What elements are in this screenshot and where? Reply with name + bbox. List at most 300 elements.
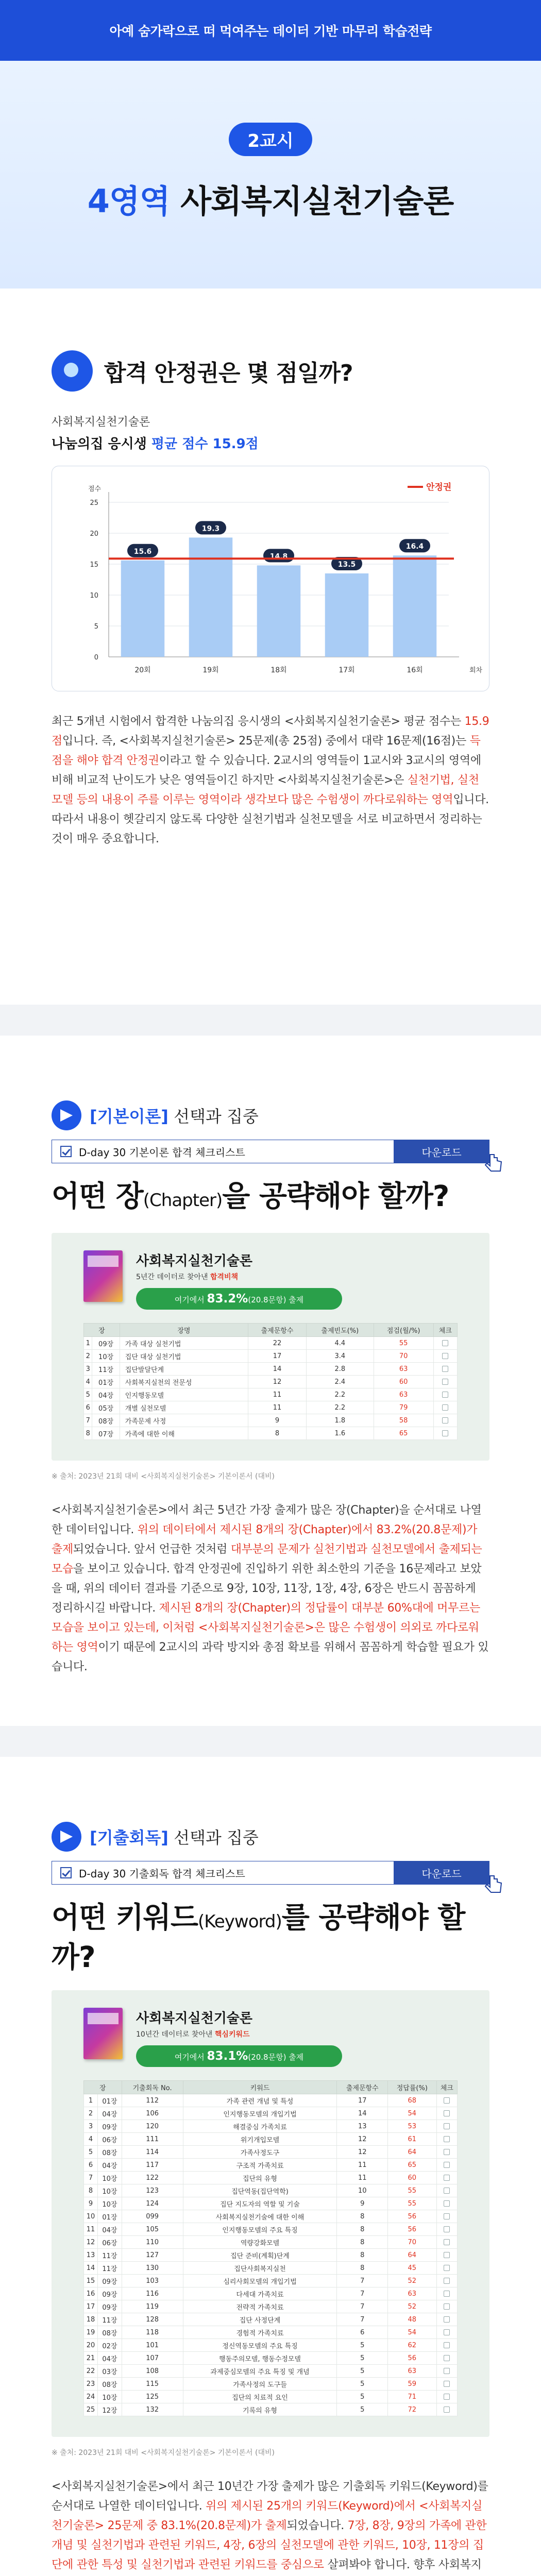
paragraph-segment: 최근 5개년 시험에서 합격한 나눔의집 응시생의 <사회복지실천기술론> 평균 점수는 bbox=[52, 715, 465, 728]
table-cell: 20 bbox=[84, 2339, 98, 2352]
table-cell: 3 bbox=[84, 1363, 92, 1376]
check-cell[interactable] bbox=[436, 2391, 457, 2403]
checkbox-icon[interactable] bbox=[442, 1392, 448, 1398]
table-row bbox=[84, 2094, 458, 2107]
table-cell: 12 bbox=[337, 2133, 388, 2146]
table-cell: 68 bbox=[388, 2094, 437, 2107]
keyword-table bbox=[83, 2080, 458, 2416]
check-cell[interactable] bbox=[436, 2326, 457, 2339]
table-cell: 12 bbox=[84, 2236, 98, 2249]
table-cell: 108 bbox=[122, 2365, 183, 2378]
table-cell: 8 bbox=[337, 2223, 388, 2236]
checkbox-icon[interactable] bbox=[444, 2175, 450, 2181]
paragraph-segment: 득점을 해야 합격 안정권 bbox=[52, 735, 481, 767]
y-axis-label: 점수 bbox=[88, 485, 102, 493]
checkbox-icon[interactable] bbox=[444, 2265, 450, 2271]
table-cell: 56 bbox=[388, 2223, 437, 2236]
paragraph-segment: 입니다. 따라서 내용이 헷갈리지 않도록 다양한 실천기법과 실천모델을 서로 비교하면서 정리하는 것이 매우 중요합니다. bbox=[52, 793, 489, 845]
table-cell: 9 bbox=[337, 2197, 388, 2210]
table-cell: 6 bbox=[84, 1401, 92, 1414]
table-cell: 6 bbox=[84, 2159, 98, 2172]
table-header-row bbox=[84, 1324, 458, 1337]
x-tick-label: 18회 bbox=[270, 666, 287, 674]
data-label: 13.5 bbox=[337, 561, 356, 569]
checkbox-icon bbox=[60, 1867, 72, 1878]
title-part-a: 어떤 장 bbox=[52, 1180, 143, 1213]
data-label: 16.4 bbox=[405, 543, 424, 551]
bar bbox=[257, 565, 300, 657]
title-small: (Keyword) bbox=[197, 1911, 282, 1932]
table-cell: 7 bbox=[337, 2300, 388, 2313]
table-row bbox=[84, 2313, 458, 2326]
table-cell: 2.2 bbox=[306, 1388, 374, 1401]
book-cover-icon bbox=[83, 1250, 123, 1302]
column-header: 장 bbox=[84, 1324, 120, 1337]
check-cell[interactable] bbox=[436, 2365, 457, 2378]
x-axis-label: 회차 bbox=[469, 667, 483, 674]
checkbox-icon[interactable] bbox=[444, 2239, 450, 2245]
table-cell: 4 bbox=[84, 2133, 98, 2146]
check-cell[interactable] bbox=[436, 2378, 457, 2391]
column-header: 출제문항수 bbox=[337, 2081, 388, 2094]
check-cell[interactable] bbox=[436, 2287, 457, 2300]
table-row bbox=[84, 2378, 458, 2391]
download-button[interactable]: 다운로드 bbox=[394, 1861, 489, 1885]
table-row bbox=[84, 1337, 458, 1350]
keyword-table-panel bbox=[52, 1990, 489, 2437]
checkbox-icon[interactable] bbox=[444, 2316, 450, 2323]
x-tick-label: 20회 bbox=[134, 666, 151, 674]
checkbox-icon[interactable] bbox=[442, 1353, 448, 1359]
table-cell: 13 bbox=[84, 2249, 98, 2262]
table-cell: 125 bbox=[122, 2391, 183, 2403]
score-chart bbox=[52, 466, 489, 691]
table-cell: 5 bbox=[84, 1388, 92, 1401]
check-cell[interactable] bbox=[436, 2313, 457, 2326]
check-cell[interactable] bbox=[436, 2249, 457, 2262]
table-cell: 집단사회복지실천 bbox=[183, 2262, 337, 2275]
check-cell[interactable] bbox=[436, 2403, 457, 2416]
check-cell[interactable] bbox=[433, 1363, 457, 1376]
table-cell: 심리사회모델의 개입기법 bbox=[183, 2275, 337, 2287]
table-cell: 14 bbox=[248, 1363, 307, 1376]
paragraph-segment: 이기 때문에 2교시의 과락 방지와 총점 확보를 위해서 꼼꼼하게 학습할 필요가 있습니다. bbox=[52, 1641, 489, 1673]
y-tick-label: 15 bbox=[90, 561, 98, 569]
table-cell: 52 bbox=[388, 2275, 437, 2287]
table-cell: 12 bbox=[337, 2146, 388, 2159]
table-cell: 17 bbox=[248, 1350, 307, 1363]
download-text: D-day 30 기출회독 합격 체크리스트 bbox=[79, 1867, 245, 1880]
title-small: (Chapter) bbox=[143, 1190, 223, 1211]
paragraph-segment: 되었습니다. 앞서 언급한 것처럼 bbox=[73, 1543, 231, 1556]
checkbox-icon[interactable] bbox=[442, 1366, 448, 1372]
column-header: 키워드 bbox=[183, 2081, 337, 2094]
download-button[interactable]: 다운로드 bbox=[394, 1140, 489, 1163]
table-cell: 10장 bbox=[98, 2197, 122, 2210]
table-cell: 기록의 유형 bbox=[183, 2403, 337, 2416]
table-cell: 8 bbox=[248, 1427, 307, 1440]
table-cell: 개별 실천모델 bbox=[120, 1401, 248, 1414]
table-cell: 63 bbox=[374, 1363, 433, 1376]
table-cell: 가족 대상 실천기법 bbox=[120, 1337, 248, 1350]
table-cell: 120 bbox=[122, 2120, 183, 2133]
table-cell: 25 bbox=[84, 2403, 98, 2416]
download-bar bbox=[52, 1861, 489, 1885]
table-cell: 경험적 가족치료 bbox=[183, 2326, 337, 2339]
table-cell: 집단 준비(계획)단계 bbox=[183, 2249, 337, 2262]
table-cell: 79 bbox=[374, 1401, 433, 1414]
table-cell: 10장 bbox=[98, 2391, 122, 2403]
table-cell: 122 bbox=[122, 2172, 183, 2184]
paragraph-segment: 이라고 할 수 있습니다. 2교시의 영역들이 1교시와 3교시의 영역에 비해 비교적 난이도가 낮은 영역들이긴 하지만 <사회복지실천기술론>은 bbox=[52, 754, 481, 787]
play-icon bbox=[52, 1822, 81, 1852]
table-cell: 21 bbox=[84, 2352, 98, 2365]
check-cell[interactable] bbox=[436, 2133, 457, 2146]
table-cell: 17 bbox=[84, 2300, 98, 2313]
table-row bbox=[84, 2133, 458, 2146]
checkbox-icon[interactable] bbox=[442, 1417, 448, 1423]
section-separator bbox=[0, 1005, 541, 1036]
section2-title bbox=[52, 1179, 489, 1218]
checkbox-icon[interactable] bbox=[444, 2213, 450, 2219]
column-header: 기출회독 No. bbox=[122, 2081, 183, 2094]
check-cell[interactable] bbox=[436, 2120, 457, 2133]
checkbox-icon[interactable] bbox=[444, 2162, 450, 2168]
table-cell: 65 bbox=[388, 2159, 437, 2172]
table-cell: 09장 bbox=[98, 2120, 122, 2133]
table-cell: 23 bbox=[84, 2378, 98, 2391]
table-cell: 07장 bbox=[92, 1427, 120, 1440]
table-cell: 04장 bbox=[92, 1388, 120, 1401]
bar bbox=[325, 573, 368, 657]
table-cell: 64 bbox=[388, 2249, 437, 2262]
table-cell: 111 bbox=[122, 2133, 183, 2146]
check-cell[interactable] bbox=[433, 1401, 457, 1414]
title-part-a: 어떤 키워드 bbox=[52, 1901, 198, 1935]
table-row bbox=[84, 1363, 458, 1376]
table-row bbox=[84, 1388, 458, 1401]
subject-label: 사회복지실천기술론 bbox=[52, 416, 150, 429]
table-cell: 가족사정의 도구들 bbox=[183, 2378, 337, 2391]
tag-row bbox=[52, 1036, 489, 1130]
table-row bbox=[84, 2210, 458, 2223]
checkbox-icon[interactable] bbox=[442, 1430, 448, 1436]
table-cell: 정신역동모델의 주요 특징 bbox=[183, 2339, 337, 2352]
table-cell: 11 bbox=[337, 2172, 388, 2184]
table-cell: 가족 관련 개념 및 특성 bbox=[183, 2094, 337, 2107]
panel-subtitle-a: 10년간 데이터로 찾아낸 bbox=[136, 2030, 215, 2039]
checkbox-icon[interactable] bbox=[444, 2303, 450, 2310]
check-cell[interactable] bbox=[436, 2339, 457, 2352]
checkbox-icon[interactable] bbox=[444, 2110, 450, 2116]
hero-title bbox=[88, 176, 454, 222]
table-row bbox=[84, 2223, 458, 2236]
panel-titles bbox=[136, 1250, 458, 1310]
check-cell[interactable] bbox=[436, 2236, 457, 2249]
table-cell: 해결중심 가족치료 bbox=[183, 2120, 337, 2133]
table-cell: 70 bbox=[374, 1350, 433, 1363]
check-cell[interactable] bbox=[433, 1376, 457, 1388]
table-row bbox=[84, 2287, 458, 2300]
check-cell[interactable] bbox=[433, 1427, 457, 1440]
pill-c: (20.8문항) 출제 bbox=[248, 1295, 304, 1304]
table-cell: 09장 bbox=[92, 1337, 120, 1350]
title-part-b: 을 공략해야 할까? bbox=[222, 1180, 449, 1213]
table-cell: 6 bbox=[337, 2326, 388, 2339]
tag-row bbox=[52, 1757, 489, 1852]
top-banner bbox=[0, 0, 541, 61]
table-cell: 52 bbox=[388, 2300, 437, 2313]
table-row bbox=[84, 2197, 458, 2210]
checkbox-icon[interactable] bbox=[442, 1379, 448, 1385]
checkbox-icon[interactable] bbox=[444, 2149, 450, 2155]
checkbox-icon[interactable] bbox=[444, 2097, 450, 2104]
check-cell[interactable] bbox=[436, 2146, 457, 2159]
table-cell: 04장 bbox=[98, 2159, 122, 2172]
checkbox-icon[interactable] bbox=[444, 2291, 450, 2297]
paragraph-segment: 7장, 8장, 9장의 가족에 관한 개념 및 실천기법과 관련된 키워드, 4장, 6장의 실천모델에 관한 키워드, 10장, 11장의 집단에 관한 특성 및 실천기법과 관련된 키워드를 중심으로 bbox=[52, 2519, 487, 2571]
table-cell: 56 bbox=[388, 2352, 437, 2365]
table-cell: 124 bbox=[122, 2197, 183, 2210]
table-cell: 71 bbox=[388, 2391, 437, 2403]
coverage-pill bbox=[136, 2045, 342, 2067]
checkbox-icon[interactable] bbox=[444, 2381, 450, 2387]
data-label: 19.3 bbox=[201, 524, 220, 533]
table-cell: 63 bbox=[388, 2365, 437, 2378]
paragraph-segment: 되었습니다. bbox=[286, 2519, 348, 2532]
check-cell[interactable] bbox=[436, 2352, 457, 2365]
x-tick-label: 17회 bbox=[339, 666, 355, 674]
table-row bbox=[84, 2159, 458, 2172]
table-cell: 103 bbox=[122, 2275, 183, 2287]
table-cell: 02장 bbox=[98, 2339, 122, 2352]
table-cell: 62 bbox=[388, 2339, 437, 2352]
table-cell: 7 bbox=[337, 2313, 388, 2326]
check-cell[interactable] bbox=[436, 2262, 457, 2275]
table-cell: 11장 bbox=[98, 2313, 122, 2326]
check-cell[interactable] bbox=[436, 2210, 457, 2223]
table-cell: 집단 사정단계 bbox=[183, 2313, 337, 2326]
table-cell: 06장 bbox=[98, 2133, 122, 2146]
checkbox-icon[interactable] bbox=[444, 2200, 450, 2207]
check-cell[interactable] bbox=[436, 2223, 457, 2236]
x-tick-label: 16회 bbox=[407, 666, 423, 674]
table-row bbox=[84, 1376, 458, 1388]
check-cell[interactable] bbox=[436, 2275, 457, 2287]
table-cell: 4.4 bbox=[306, 1337, 374, 1350]
section-pass-score bbox=[0, 289, 541, 1005]
table-cell: 11장 bbox=[92, 1363, 120, 1376]
source-note: ※ 출처: 2023년 21회 대비 <사회복지실천기술론> 기본이론서 (대비) bbox=[52, 2449, 275, 2457]
hero-title-rest: 사회복지실천기술론 bbox=[170, 182, 454, 220]
check-cell[interactable] bbox=[436, 2300, 457, 2313]
table-row bbox=[84, 2249, 458, 2262]
average-score-value: 평균 점수 15.9점 bbox=[151, 436, 259, 452]
section-chapter bbox=[0, 1036, 541, 1726]
coverage-pill bbox=[136, 1288, 342, 1310]
pill-a: 여기에서 bbox=[174, 2053, 207, 2062]
check-cell[interactable] bbox=[433, 1388, 457, 1401]
table-cell: 22 bbox=[84, 2365, 98, 2378]
table-cell: 16 bbox=[84, 2287, 98, 2300]
check-cell[interactable] bbox=[436, 2184, 457, 2197]
checkbox-icon[interactable] bbox=[444, 2368, 450, 2374]
table-row bbox=[84, 2326, 458, 2339]
panel-subtitle bbox=[136, 1272, 458, 1282]
tag-name: [기출회독] bbox=[90, 1828, 168, 1848]
table-cell: 118 bbox=[122, 2326, 183, 2339]
table-cell: 106 bbox=[122, 2107, 183, 2120]
play-icon bbox=[52, 1100, 81, 1130]
check-cell[interactable] bbox=[436, 2094, 457, 2107]
table-cell: 7 bbox=[84, 2172, 98, 2184]
table-cell: 11장 bbox=[98, 2249, 122, 2262]
panel-subtitle bbox=[136, 2029, 458, 2039]
column-header: 출제빈도(%) bbox=[306, 1324, 374, 1337]
y-tick-label: 0 bbox=[94, 654, 98, 662]
table-cell: 5 bbox=[337, 2403, 388, 2416]
table-cell: 8 bbox=[84, 2184, 98, 2197]
check-cell[interactable] bbox=[436, 2172, 457, 2184]
table-cell: 10 bbox=[337, 2184, 388, 2197]
paragraph-segment: 살펴봐야 합니다. 향후 사회복지 bbox=[327, 2558, 482, 2571]
source-note: ※ 출처: 2023년 21회 대비 <사회복지실천기술론> 기본이론서 (대비) bbox=[52, 1472, 275, 1481]
table-cell: 116 bbox=[122, 2287, 183, 2300]
table-cell: 24 bbox=[84, 2391, 98, 2403]
table-cell: 112 bbox=[122, 2094, 183, 2107]
tag-rest: 선택과 집중 bbox=[168, 1828, 259, 1848]
section-title: 합격 안정권은 몇 점일까? bbox=[104, 360, 353, 386]
table-cell: 63 bbox=[388, 2287, 437, 2300]
tag-rest: 선택과 집중 bbox=[168, 1107, 259, 1126]
table-cell: 5 bbox=[337, 2391, 388, 2403]
table-cell: 56 bbox=[388, 2210, 437, 2223]
y-tick-label: 25 bbox=[90, 499, 98, 507]
table-cell: 128 bbox=[122, 2313, 183, 2326]
book-cover-icon bbox=[83, 2008, 123, 2059]
table-cell: 54 bbox=[388, 2107, 437, 2120]
table-cell: 08장 bbox=[98, 2146, 122, 2159]
tag-name: [기본이론] bbox=[90, 1107, 168, 1126]
table-cell: 전략적 가족치료 bbox=[183, 2300, 337, 2313]
table-cell: 08장 bbox=[92, 1414, 120, 1427]
checkbox-icon[interactable] bbox=[444, 2226, 450, 2232]
check-cell[interactable] bbox=[433, 1414, 457, 1427]
checkbox-icon[interactable] bbox=[444, 2406, 450, 2413]
checkbox-icon[interactable] bbox=[444, 2394, 450, 2400]
checkbox-icon[interactable] bbox=[444, 2252, 450, 2258]
magnifier-icon bbox=[52, 350, 93, 392]
check-cell[interactable] bbox=[436, 2107, 457, 2120]
checkbox-icon[interactable] bbox=[444, 2188, 450, 2194]
table-cell: 역량강화모델 bbox=[183, 2236, 337, 2249]
table-cell: 5 bbox=[337, 2352, 388, 2365]
panel-header bbox=[83, 1250, 458, 1310]
table-cell: 가족문제 사정 bbox=[120, 1414, 248, 1427]
panel-titles bbox=[136, 2008, 458, 2067]
table-cell: 55 bbox=[388, 2184, 437, 2197]
table-cell: 14 bbox=[84, 2262, 98, 2275]
column-header: 장명 bbox=[120, 1324, 248, 1337]
checkbox-icon[interactable] bbox=[444, 2136, 450, 2142]
table-cell: 60 bbox=[388, 2172, 437, 2184]
table-row bbox=[84, 2403, 458, 2416]
table-cell: 인지행동모델의 개입기법 bbox=[183, 2107, 337, 2120]
table-cell: 다세대 가족치료 bbox=[183, 2287, 337, 2300]
table-cell: 5 bbox=[337, 2378, 388, 2391]
table-cell: 22 bbox=[248, 1337, 307, 1350]
check-cell[interactable] bbox=[436, 2197, 457, 2210]
table-cell: 01장 bbox=[98, 2210, 122, 2223]
checkbox-icon[interactable] bbox=[444, 2123, 450, 2129]
table-cell: 70 bbox=[388, 2236, 437, 2249]
column-header: 체크 bbox=[433, 1324, 457, 1337]
table-cell: 119 bbox=[122, 2300, 183, 2313]
table-cell: 1.8 bbox=[306, 1414, 374, 1427]
tag-label bbox=[90, 1825, 259, 1849]
table-cell: 59 bbox=[388, 2378, 437, 2391]
hand-cursor-icon bbox=[484, 1153, 504, 1173]
check-cell[interactable] bbox=[433, 1337, 457, 1350]
pill-c: (20.8문항) 출제 bbox=[248, 2053, 304, 2062]
table-cell: 06장 bbox=[98, 2236, 122, 2249]
checkbox-icon[interactable] bbox=[442, 1340, 448, 1346]
table-cell: 가족에 대한 이해 bbox=[120, 1427, 248, 1440]
table-cell: 행동주의모델, 행동수정모델 bbox=[183, 2352, 337, 2365]
legend-label: 안정권 bbox=[426, 482, 452, 493]
table-cell: 11 bbox=[248, 1388, 307, 1401]
table-row bbox=[84, 2262, 458, 2275]
title-part-b: 를 공략해야 할까? bbox=[52, 1901, 465, 1974]
pill-b: 83.1% bbox=[207, 2049, 248, 2063]
table-cell: 15 bbox=[84, 2275, 98, 2287]
paragraph-segment: 위의 제시된 25개의 키워드(Keyword)에서 <사회복지실천기술론> 25문제 중 83.1%(20.8문제)가 출제 bbox=[52, 2500, 483, 2532]
table-cell: 10장 bbox=[98, 2184, 122, 2197]
checkbox-icon[interactable] bbox=[444, 2355, 450, 2361]
table-cell: 2.4 bbox=[306, 1376, 374, 1388]
paragraph-segment: <사회복지실천기술론>에서 최근 5년간 가장 출제가 많은 장(Chapter)을 순서대로 나열한 데이터입니다. bbox=[52, 1504, 482, 1536]
paragraph-segment: 실천기법, 실천모델 등의 내용이 주를 이루는 영역이라 생각보다 많은 수험생이 까다로워하는 영역 bbox=[52, 774, 479, 806]
table-row bbox=[84, 2184, 458, 2197]
check-cell[interactable] bbox=[436, 2159, 457, 2172]
table-cell: 099 bbox=[122, 2210, 183, 2223]
table-row bbox=[84, 1350, 458, 1363]
table-cell: 집단의 치료적 요인 bbox=[183, 2391, 337, 2403]
table-cell: 9 bbox=[248, 1414, 307, 1427]
table-cell: 1 bbox=[84, 1337, 92, 1350]
table-cell: 60 bbox=[374, 1376, 433, 1388]
checkbox-icon[interactable] bbox=[444, 2329, 450, 2335]
table-cell: 5 bbox=[337, 2365, 388, 2378]
check-cell[interactable] bbox=[433, 1350, 457, 1363]
checkbox-icon[interactable] bbox=[444, 2342, 450, 2348]
table-cell: 8 bbox=[337, 2249, 388, 2262]
bar bbox=[121, 561, 164, 657]
pill-a: 여기에서 bbox=[174, 1295, 207, 1304]
pill-b: 83.2% bbox=[207, 1292, 248, 1306]
data-label: 14.8 bbox=[269, 552, 288, 561]
table-cell: 8 bbox=[337, 2262, 388, 2275]
panel-subtitle-b: 핵심키워드 bbox=[214, 2030, 250, 2039]
table-row bbox=[84, 2365, 458, 2378]
column-header: 점검(월/%) bbox=[374, 1324, 433, 1337]
checkbox-icon[interactable] bbox=[444, 2278, 450, 2284]
table-cell: 130 bbox=[122, 2262, 183, 2275]
table-cell: 55 bbox=[374, 1337, 433, 1350]
checkbox-icon[interactable] bbox=[442, 1404, 448, 1411]
table-cell: 11 bbox=[248, 1401, 307, 1414]
table-cell: 2.2 bbox=[306, 1401, 374, 1414]
